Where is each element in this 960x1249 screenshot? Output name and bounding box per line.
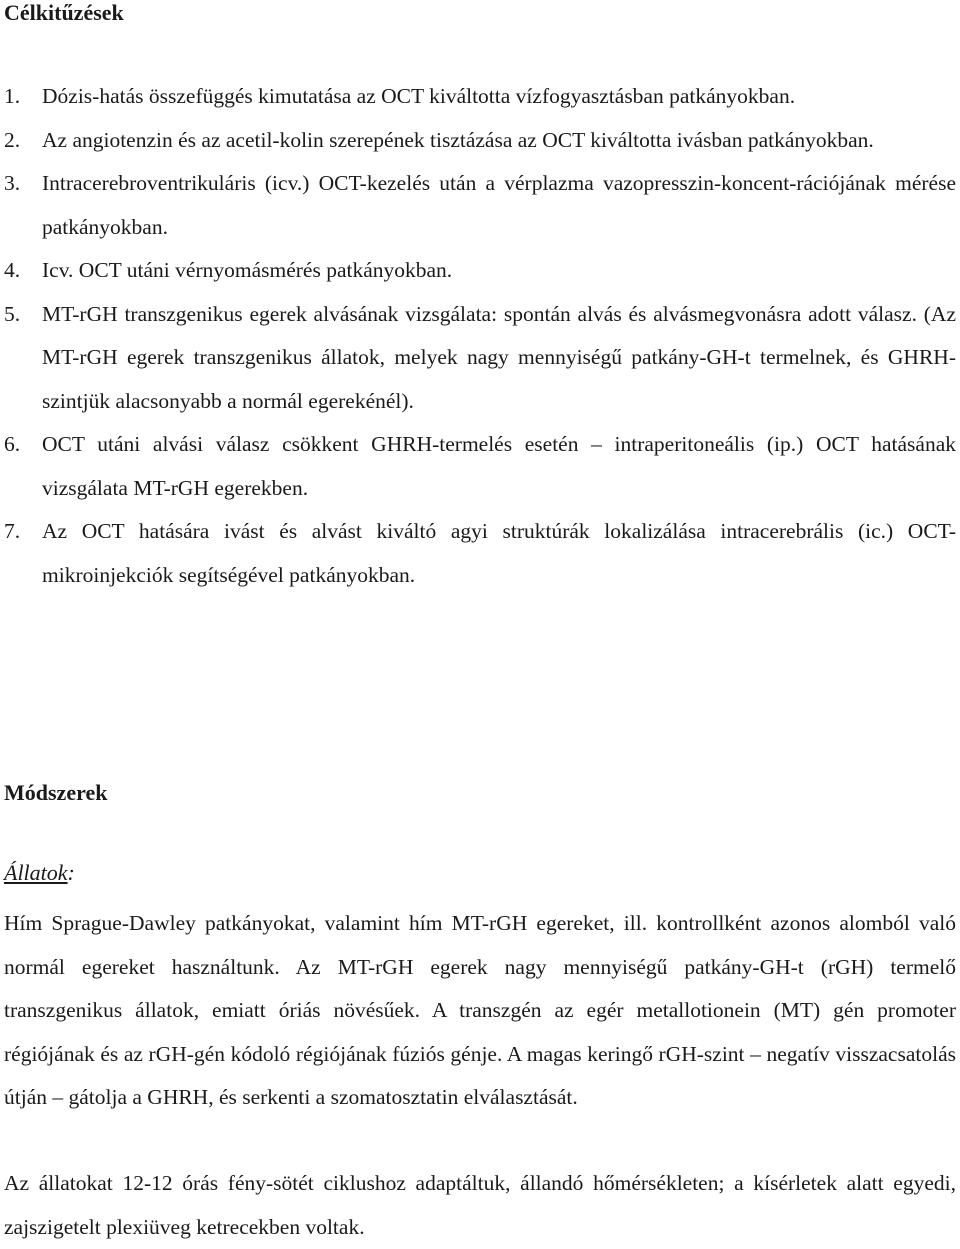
list-item bbox=[0, 119, 960, 163]
list-item-number: 7. bbox=[4, 519, 21, 543]
list-item-number: 6. bbox=[4, 432, 21, 456]
list-item-text: Icv. OCT utáni vérnyomásmérés patkányokban. bbox=[42, 258, 453, 282]
list-item-text: Az angiotenzin és az acetil-kolin szerepének tisztázása az OCT kiváltotta ivásban patkányokban. bbox=[42, 127, 874, 152]
list-item bbox=[0, 510, 960, 597]
list-item-number: 1. bbox=[4, 84, 21, 108]
housing-paragraph: Az állatokat 12-12 órás fény-sötét ciklushoz adaptáltuk, állandó hőmérsékleten; a kísérletek alatt egyedi, zajszigetelt plexiüveg ketrecekben voltak. bbox=[4, 1171, 956, 1239]
list-item-text: MT-rGH transzgenikus egerek alvásának vizsgálata: spontán alvás és alvásmegvonásra adott válasz. (Az MT-rGH egerek transzgenikus állatok, melyek nagy mennyiségű patkány-GH-t termelnek, és GHRH-szintjük alacsonyabb a normál egerekénél). bbox=[42, 301, 956, 413]
list-item-text: Dózis-hatás összefüggés kimutatása az OCT kiváltotta vízfogyasztásban patkányokban. bbox=[42, 84, 796, 108]
list-item bbox=[0, 75, 960, 119]
list-item-text: Az OCT hatására ivást és alvást kiváltó agyi struktúrák lokalizálása intracerebrális (ic.) OCT-mikroinjekciók segítségével patkányokban. bbox=[42, 519, 956, 587]
list-item-number: 2. bbox=[4, 127, 21, 152]
list-item-number: 3. bbox=[4, 171, 21, 195]
list-item bbox=[0, 162, 960, 249]
animals-subheading-text: Állatok bbox=[4, 860, 68, 885]
list-item bbox=[0, 249, 960, 293]
list-item-number: 4. bbox=[4, 258, 21, 282]
list-item bbox=[0, 423, 960, 510]
list-item-number: 5. bbox=[4, 301, 21, 326]
animals-subheading bbox=[4, 860, 75, 886]
methods-heading: Módszerek bbox=[4, 780, 108, 805]
animals-paragraph: Hím Sprague-Dawley patkányokat, valamint hím MT-rGH egereket, ill. kontrollként azonos alomból való normál egereket használtunk. Az MT-rGH egerek nagy mennyiségű patkány-GH-t (rGH) termelő transzgenikus állatok, emiatt óriás növésűek. A transzgén az egér metallotionein (MT) gén promoter régiójának és az rGH-gén kódoló régiójának fúziós génje. A magas keringő rGH-szint – negatív visszacsatolás útján – gátolja a GHRH, és serkenti a szomatosztatin elválasztását. bbox=[4, 911, 956, 1109]
list-item-text: Intracerebroventrikuláris (icv.) OCT-kezelés után a vérplazma vazopresszin-koncent-rációjának mérése patkányokban. bbox=[42, 171, 956, 239]
goals-heading: Célkitűzések bbox=[4, 0, 124, 25]
list-item-text: OCT utáni alvási válasz csökkent GHRH-termelés esetén – intraperitoneális (ip.) OCT hatásának vizsgálata MT-rGH egerekben. bbox=[42, 432, 956, 500]
goals-list bbox=[0, 75, 960, 597]
animals-subheading-colon: : bbox=[67, 860, 75, 885]
list-item bbox=[0, 293, 960, 424]
